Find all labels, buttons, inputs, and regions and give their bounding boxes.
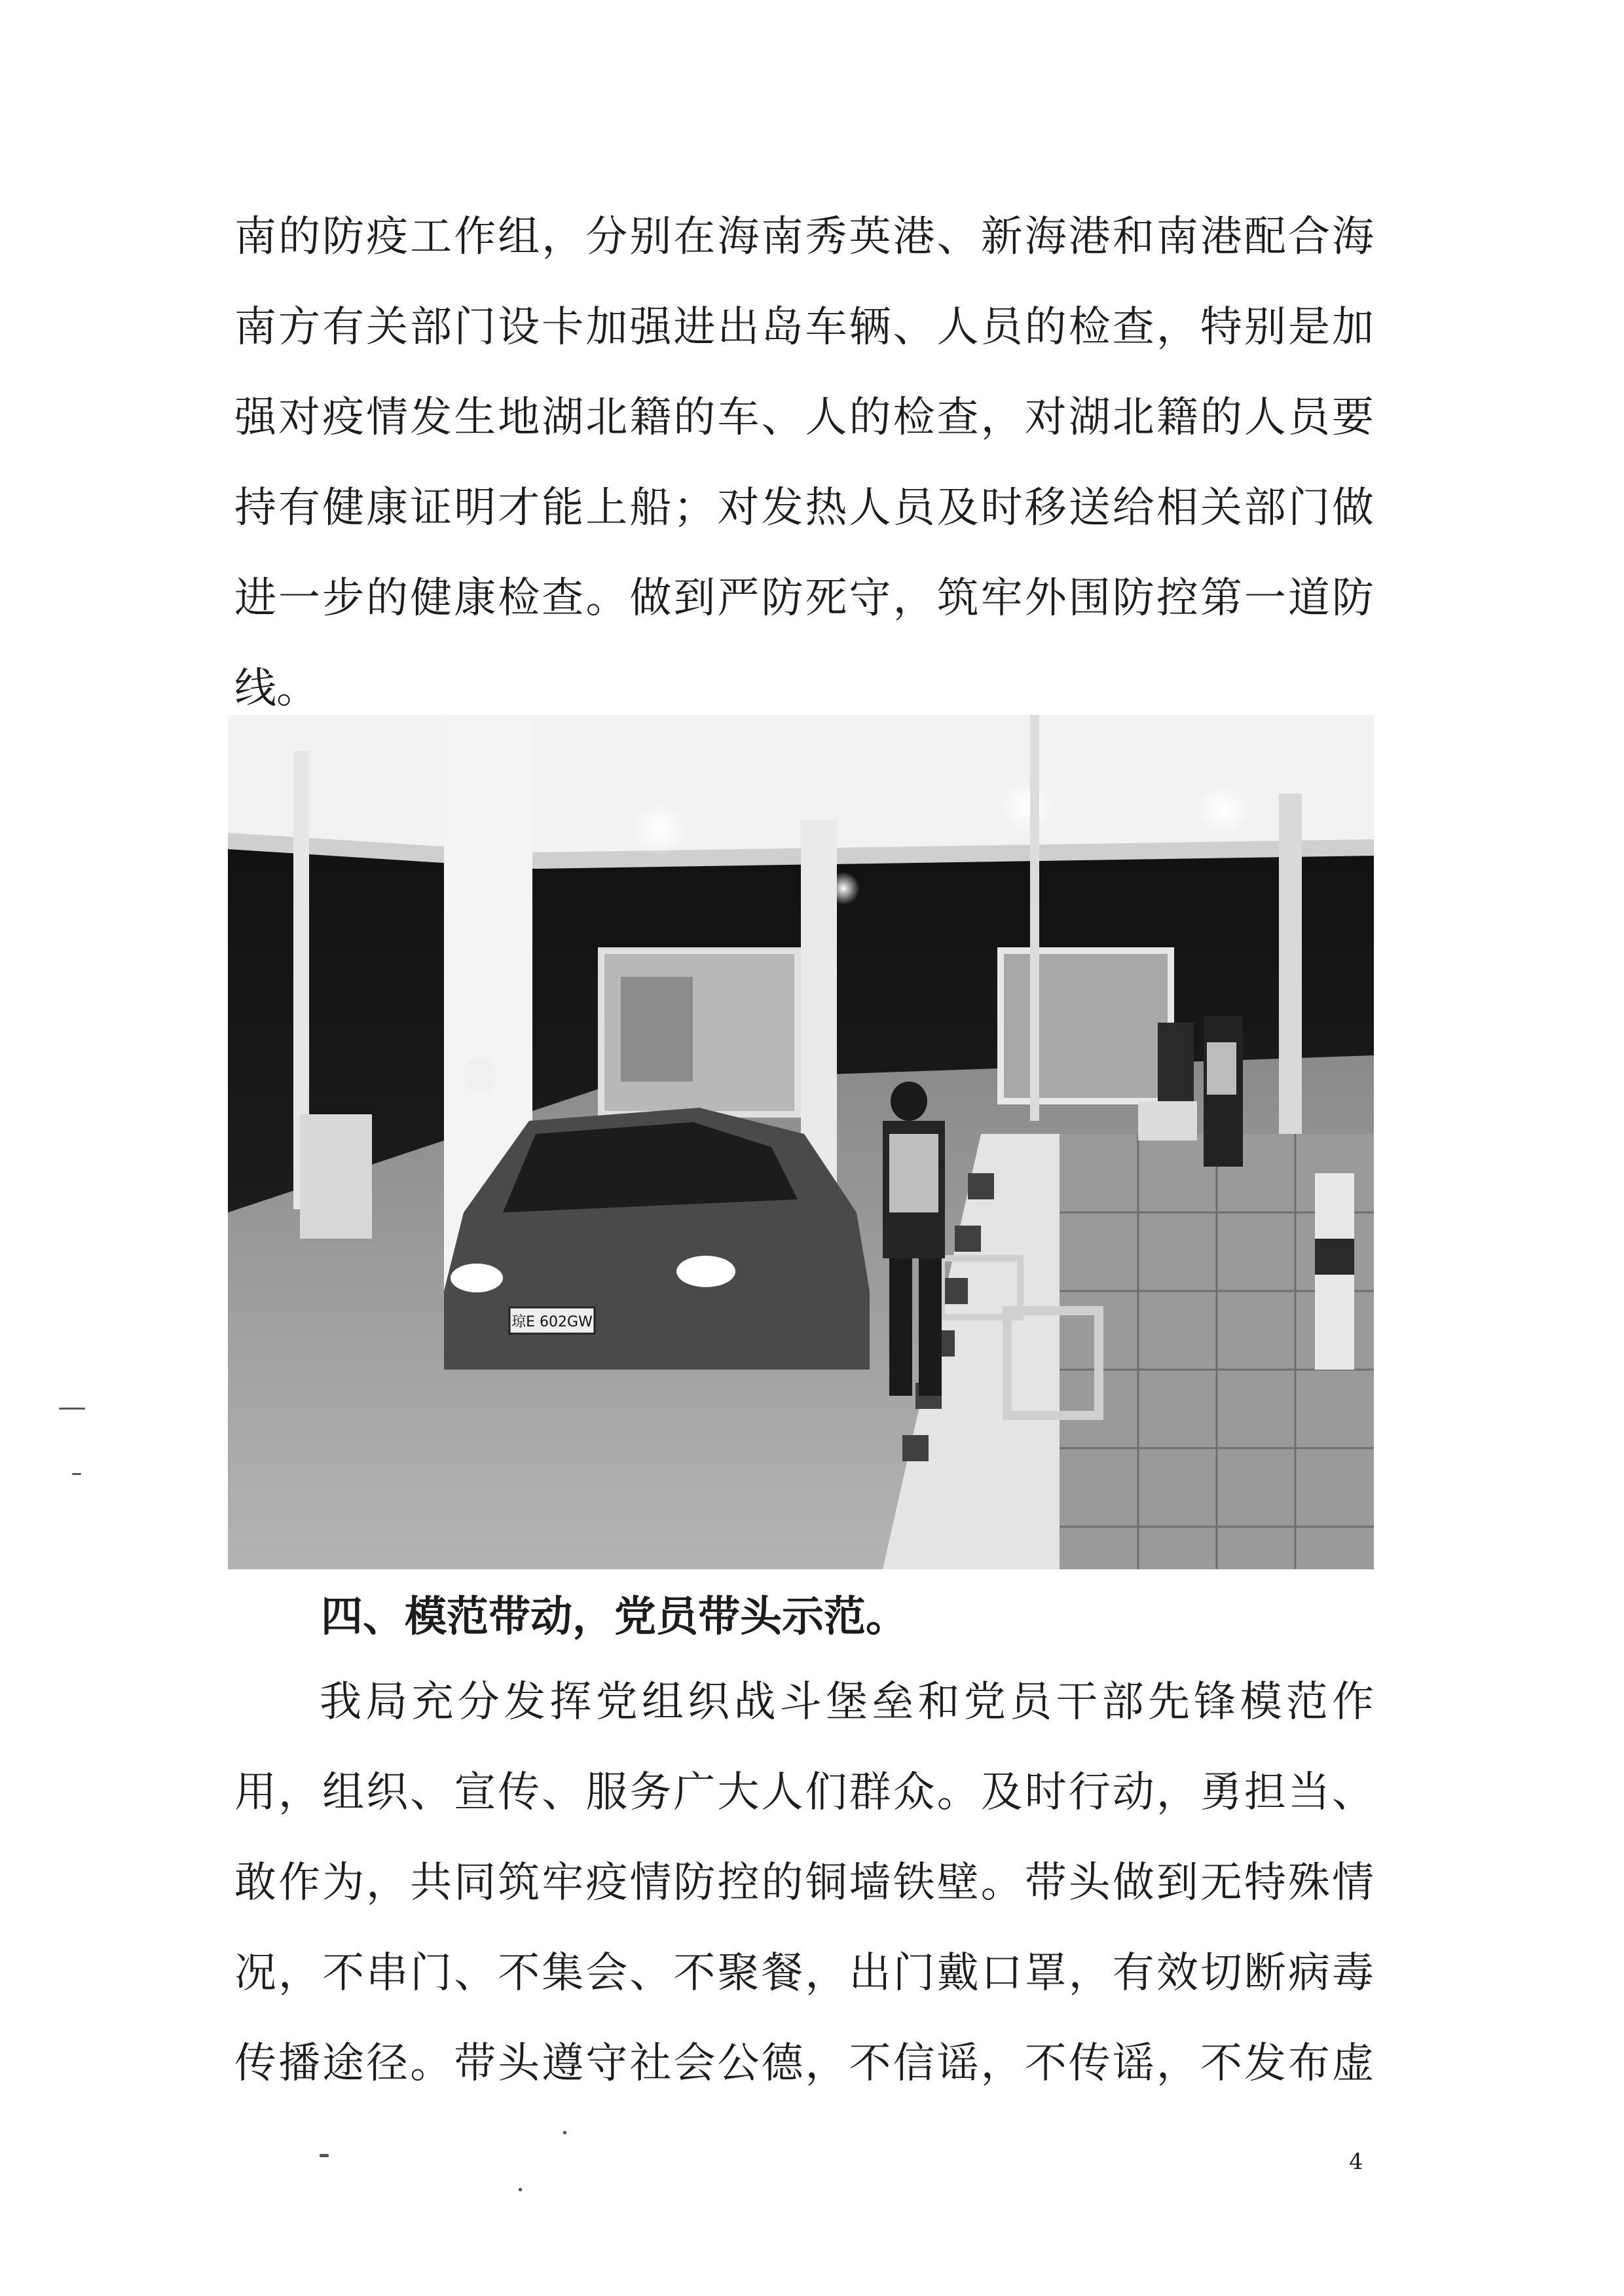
page-number: 4 (1349, 2149, 1363, 2175)
paragraph-line: 进一步的健康检查。做到严防死守，筑牢外围防控第一道防 (234, 574, 1374, 623)
paragraph-line: 强对疫情发生地湖北籍的车、人的检查，对湖北籍的人员要 (234, 393, 1374, 442)
scan-speck (519, 2188, 522, 2191)
paragraph-line: 我局充分发挥党组织战斗堡垒和党员干部先锋模范作 (320, 1678, 1374, 1726)
section-heading: 四、模范带动，党员带头示范。 (321, 1592, 908, 1641)
scan-speck (563, 2131, 566, 2134)
paragraph-line: 南方有关部门设卡加强进出岛车辆、人员的检查，特别是加 (234, 303, 1374, 352)
paragraph-line: 持有健康证明才能上船；对发热人员及时移送给相关部门做 (234, 484, 1374, 532)
paragraph-line: 传播途径。带头遵守社会公德，不信谣，不传谣，不发布虚 (234, 2039, 1374, 2088)
paragraph-line: 南的防疫工作组，分别在海南秀英港、新海港和南港配合海 (234, 213, 1374, 261)
checkpoint-photo-drawing (228, 715, 1374, 1569)
paragraph-line: 线。 (234, 665, 318, 713)
scan-speck (72, 1473, 81, 1475)
scan-speck (320, 2154, 329, 2157)
scan-speck (59, 1408, 85, 1410)
paragraph-line: 敢作为，共同筑牢疫情防控的铜墙铁壁。带头做到无特殊情 (234, 1859, 1374, 1907)
paragraph-line: 用，组织、宣传、服务广大人们群众。及时行动，勇担当、 (234, 1768, 1374, 1817)
checkpoint-photo (228, 715, 1374, 1569)
paragraph-line: 况，不串门、不集会、不聚餐，出门戴口罩，有效切断病毒 (234, 1949, 1374, 1997)
license-plate-text: 琼E 602GW (511, 1314, 593, 1330)
